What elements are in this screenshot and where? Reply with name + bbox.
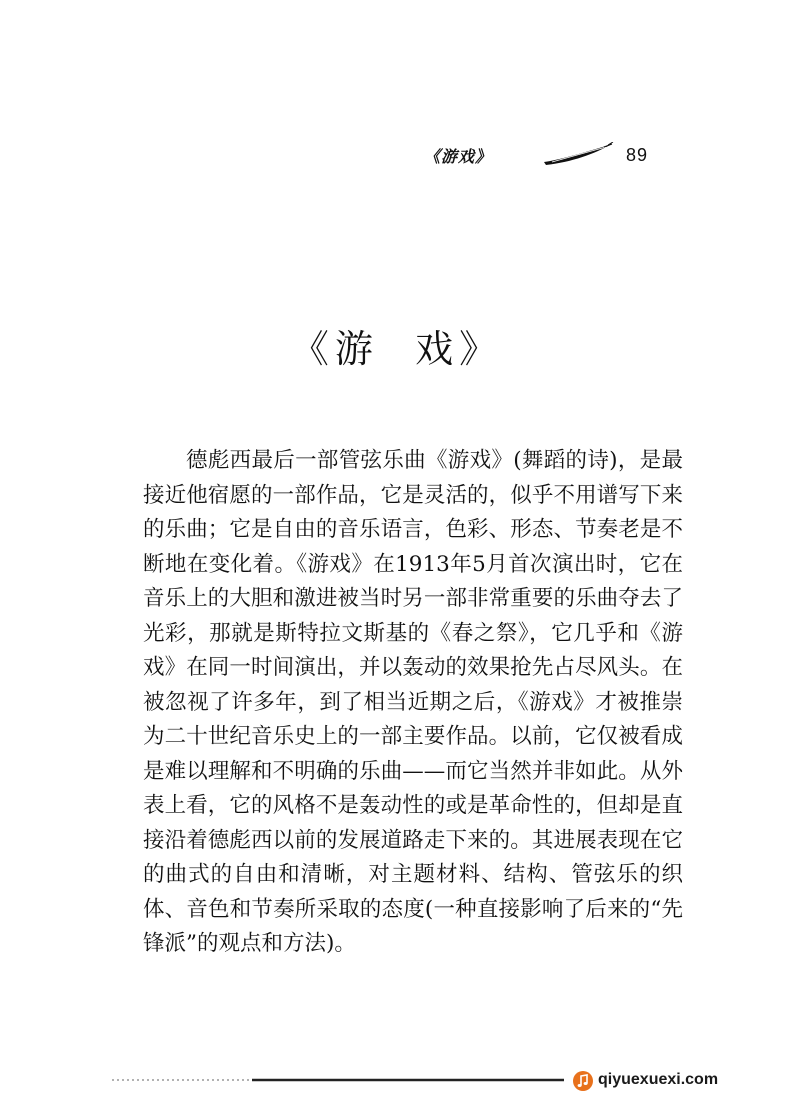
musical-note-icon: [572, 1070, 594, 1092]
running-head-title: 《游戏》: [424, 147, 493, 166]
running-head: [424, 140, 664, 174]
footer-scan-rule: [112, 1078, 564, 1082]
watermark: [572, 1068, 722, 1096]
watermark-text: qiyuexuexi.com: [598, 1071, 719, 1088]
quill-pen-icon: [542, 142, 614, 168]
body-paragraph: 德彪西最后一部管弦乐曲《游戏》(舞蹈的诗)，是最接近他宿愿的一部作品，它是灵活的，似乎不用谱写下来的乐曲；它是自由的音乐语言，色彩、形态、节奏老是不断地在变化着。《游戏》在1913年5月首次演出时，它在音乐上的大胆和激进被当时另一部非常重要的乐曲夺去了光彩，那就是斯特拉文斯基的《春之祭》，它几乎和《游戏》在同一时间演出，并以轰动的效果抢先占尽风头。在被忽视了许多年，到了相当近期之后，《游戏》才被推崇为二十世纪音乐史上的一部主要作品。以前，它仅被看成是难以理解和不明确的乐曲——而它当然并非如此。从外表上看，它的风格不是轰动性的或是革命性的，但却是直接沿着德彪西以前的发展道路走下来的。其进展表现在它的曲式的自由和清晰，对主题材料、结构、管弦乐的织体、音色和节奏所采取的态度(一种直接影响了后来的“先锋派”的观点和方法)。: [143, 448, 683, 956]
chapter-title: 《游 戏》: [290, 327, 504, 371]
page-number: 89: [626, 145, 649, 165]
